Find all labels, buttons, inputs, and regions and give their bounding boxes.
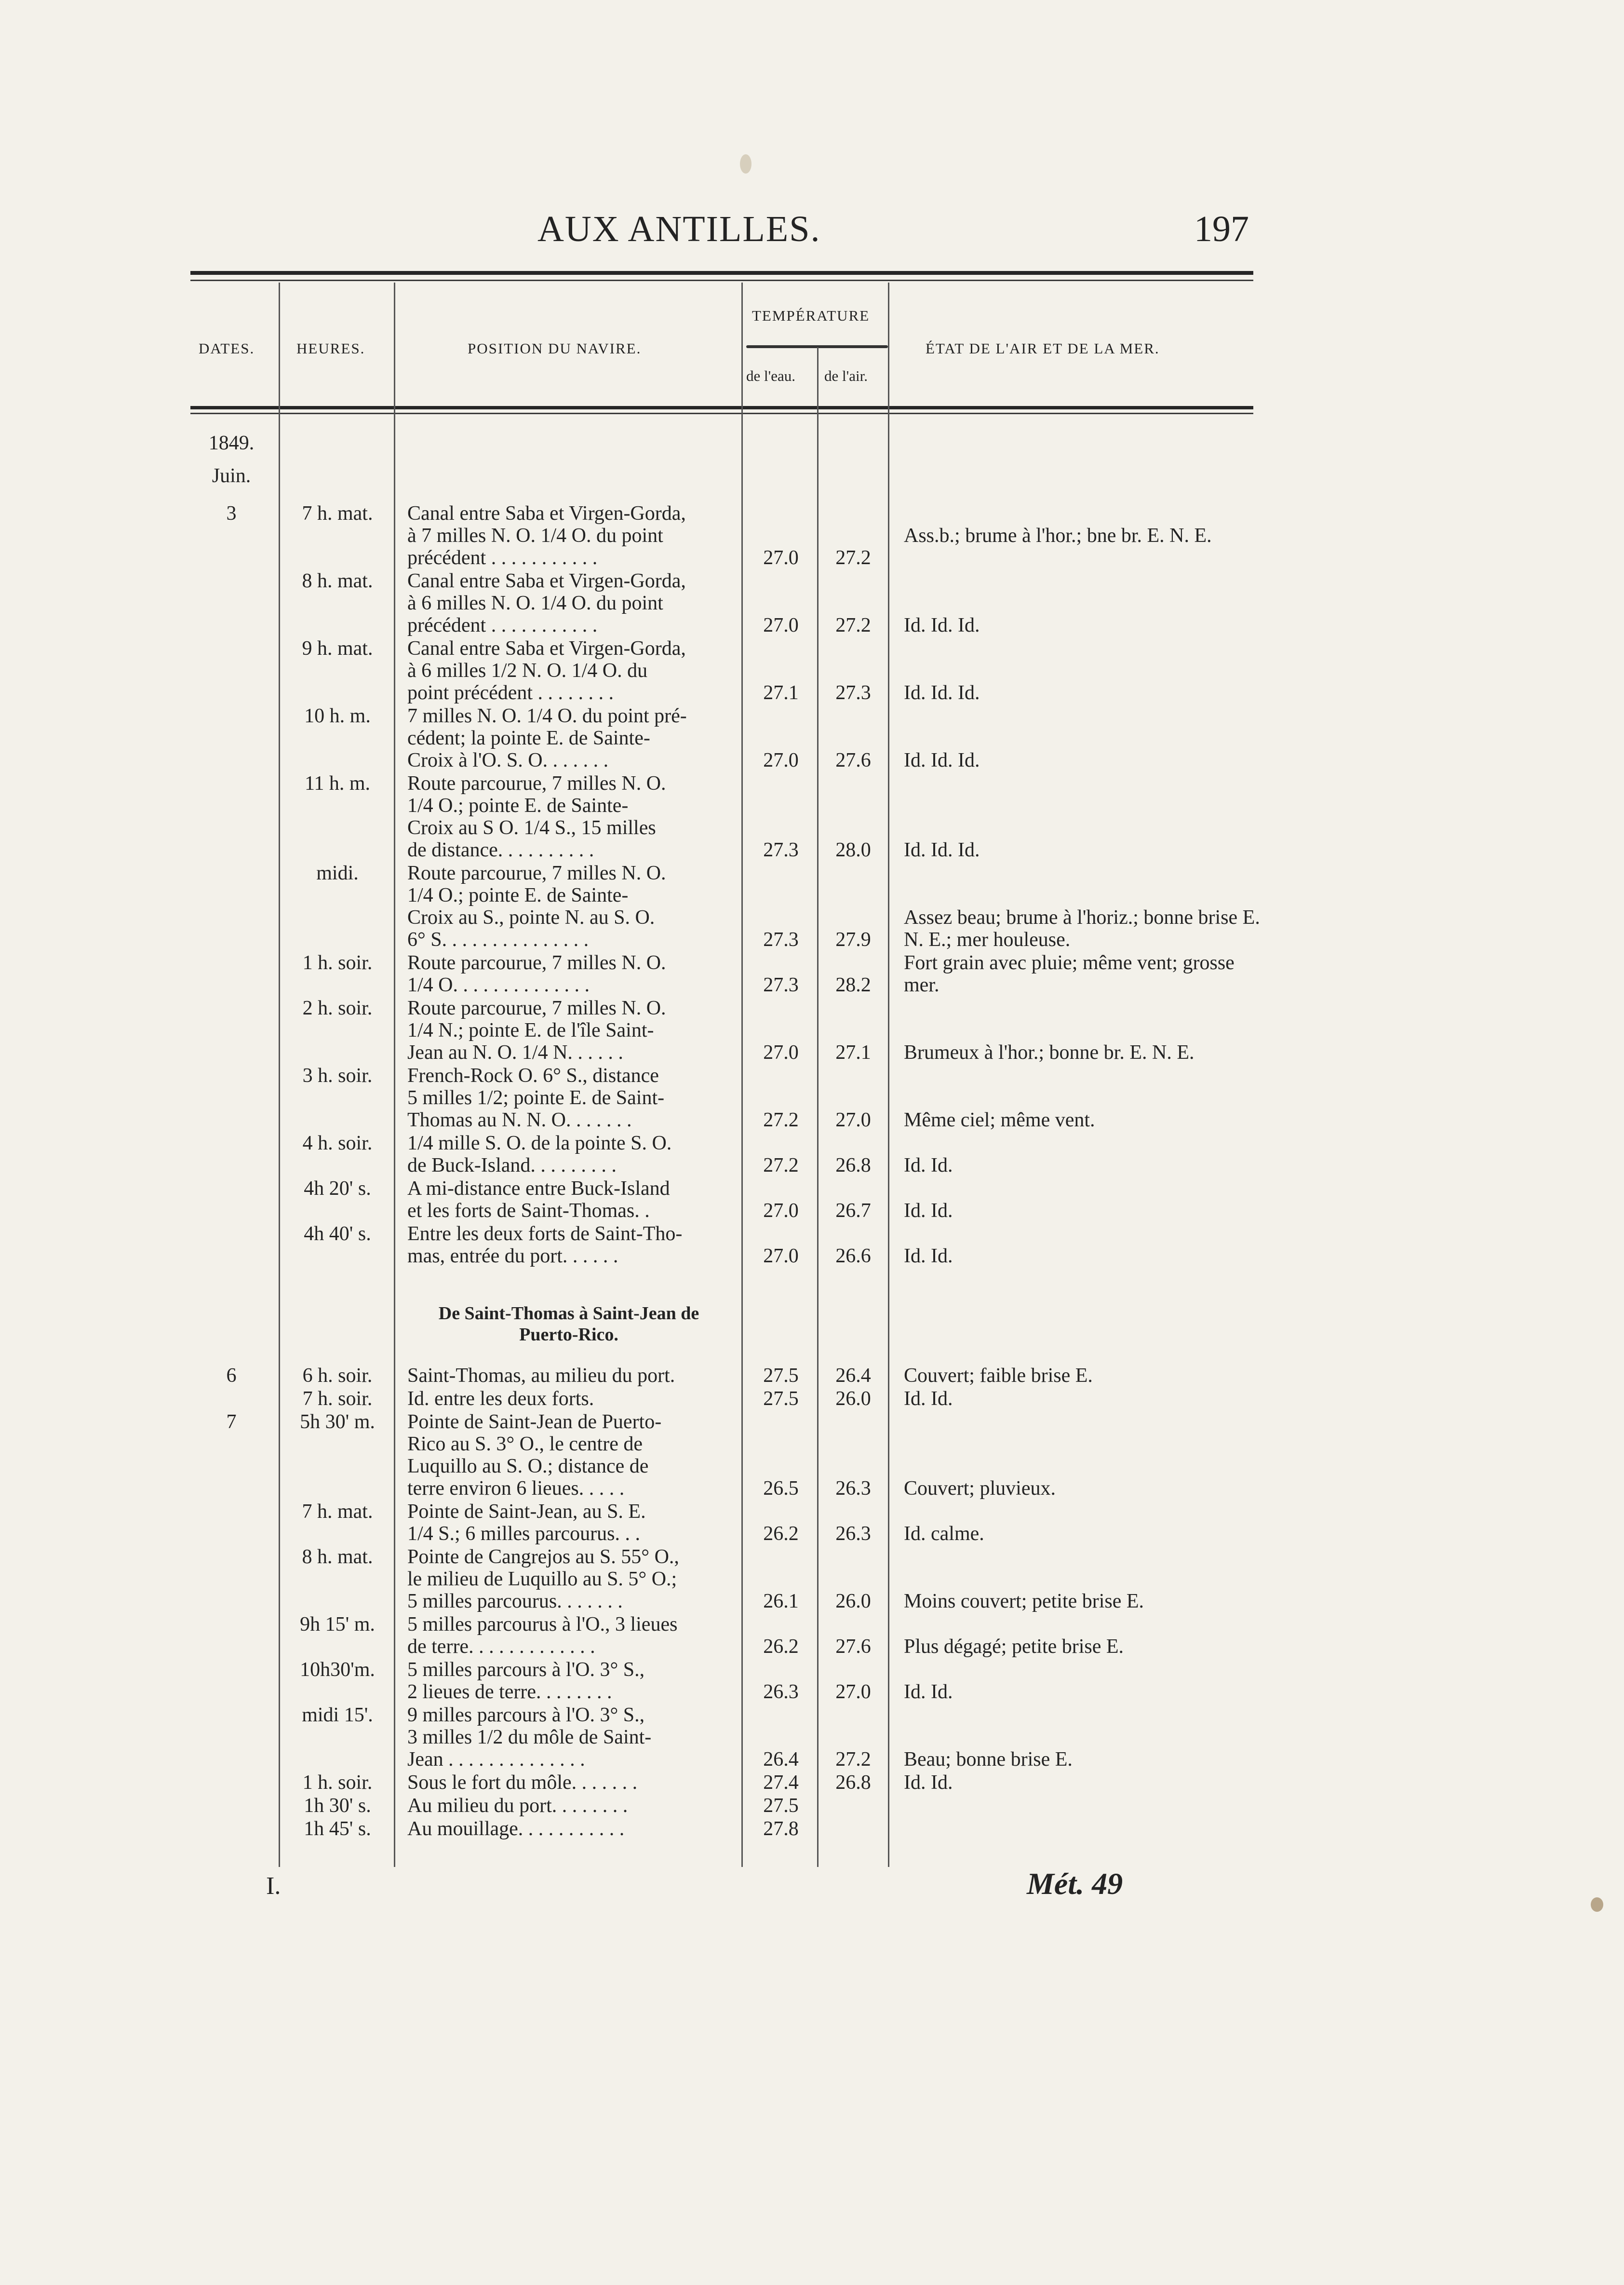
header-rule	[190, 406, 1253, 409]
position-line: Canal entre Saba et Virgen-Gorda,	[407, 502, 686, 525]
position-line: terre environ 6 lieues. . . . .	[407, 1477, 625, 1500]
hour-cell: 10h30'm.	[300, 1659, 375, 1681]
position-cell	[407, 1613, 730, 1658]
air-temp-cell: 26.6	[835, 1245, 871, 1267]
position-line: Rico au S. 3° O., le centre de	[407, 1433, 643, 1455]
position-line: 7 milles N. O. 1/4 O. du point pré-	[407, 705, 687, 727]
position-cell	[407, 570, 730, 636]
position-line: 5 milles parcourus. . . . . . .	[407, 1590, 623, 1612]
hour-cell: 7 h. mat.	[302, 502, 373, 525]
position-line: et les forts de Saint-Thomas. .	[407, 1200, 650, 1222]
water-temp-cell: 27.5	[763, 1795, 799, 1817]
page-number: 197	[1194, 209, 1249, 249]
hour-cell: 5h 30' m.	[300, 1411, 375, 1433]
col-header-temperature: TEMPÉRATURE	[752, 307, 870, 324]
water-temp-cell: 27.2	[763, 1154, 799, 1176]
position-cell	[407, 1177, 730, 1222]
position-cell	[407, 1065, 730, 1131]
position-line: 1/4 mille S. O. de la pointe S. O.	[407, 1132, 672, 1154]
date-cell: 3	[226, 502, 237, 525]
air-temp-cell: 26.8	[835, 1771, 871, 1794]
hour-cell: midi.	[316, 862, 359, 884]
air-temp-cell: 26.0	[835, 1388, 871, 1410]
position-cell	[407, 862, 730, 951]
hour-cell: 1h 30' s.	[304, 1795, 371, 1817]
sky-sea-state-cell: Id. Id.	[904, 1245, 953, 1267]
water-temp-cell: 26.5	[763, 1477, 799, 1500]
air-temp-cell: 26.4	[835, 1365, 871, 1387]
position-line: 1/4 O. . . . . . . . . . . . . .	[407, 974, 590, 996]
running-title: AUX ANTILLES.	[537, 209, 821, 249]
air-temp-cell: 28.0	[835, 839, 871, 861]
hour-cell: 4 h. soir.	[302, 1132, 373, 1154]
air-temp-cell: 28.2	[835, 974, 871, 996]
position-line: 2 lieues de terre. . . . . . . .	[407, 1681, 612, 1703]
position-line: 1/4 O.; pointe E. de Sainte-	[407, 795, 629, 817]
hour-cell: 9 h. mat.	[302, 637, 373, 660]
water-temp-cell: 27.4	[763, 1771, 799, 1794]
position-line: de distance. . . . . . . . . .	[407, 839, 594, 861]
position-cell	[407, 1501, 730, 1545]
date-cell: 6	[226, 1365, 237, 1387]
air-temp-cell: 27.1	[835, 1041, 871, 1064]
position-cell	[407, 1546, 730, 1612]
position-cell	[407, 1818, 730, 1840]
position-line: Canal entre Saba et Virgen-Gorda,	[407, 637, 686, 660]
position-line: à 6 milles 1/2 N. O. 1/4 O. du	[407, 660, 648, 682]
water-temp-cell: 27.5	[763, 1365, 799, 1387]
sky-sea-state-cell: Id. Id. Id.	[904, 839, 980, 861]
air-temp-cell: 26.8	[835, 1154, 871, 1176]
paper-stain	[1591, 1897, 1603, 1912]
water-temp-cell: 26.3	[763, 1681, 799, 1703]
sky-sea-state-cell: Id. Id.	[904, 1388, 953, 1410]
position-line: Pointe de Saint-Jean, au S. E.	[407, 1501, 646, 1523]
col-header-dates: DATES.	[199, 340, 255, 357]
position-line: Entre les deux forts de Saint-Tho-	[407, 1223, 683, 1245]
position-line: Jean . . . . . . . . . . . . . .	[407, 1748, 585, 1771]
sky-sea-state-cell: Même ciel; même vent.	[904, 1109, 1095, 1131]
position-line: le milieu de Luquillo au S. 5° O.;	[407, 1568, 677, 1590]
position-cell	[407, 705, 730, 771]
water-temp-cell: 26.1	[763, 1590, 799, 1612]
section-title: De Saint-Thomas à Saint-Jean de Puerto-Rico.	[438, 1303, 699, 1345]
position-line: Route parcourue, 7 milles N. O.	[407, 862, 666, 884]
position-line: Route parcourue, 7 milles N. O.	[407, 772, 666, 795]
sky-sea-state-cell: Id. Id.	[904, 1681, 953, 1703]
position-line: précédent . . . . . . . . . . .	[407, 547, 598, 569]
hour-cell: 11 h. m.	[304, 772, 371, 795]
column-divider	[817, 347, 819, 1867]
position-line: Au milieu du port. . . . . . . .	[407, 1795, 628, 1817]
position-cell	[407, 1223, 730, 1267]
column-divider	[741, 283, 743, 1867]
position-line: 3 milles 1/2 du môle de Saint-	[407, 1726, 652, 1748]
position-cell	[407, 1388, 730, 1410]
air-temp-cell: 26.0	[835, 1590, 871, 1612]
sky-sea-state-cell: Id. calme.	[904, 1523, 984, 1545]
hour-cell: 1 h. soir.	[302, 1771, 373, 1794]
position-line: Route parcourue, 7 milles N. O.	[407, 952, 666, 974]
sky-sea-state-cell: Id. Id.	[904, 1200, 953, 1222]
position-cell	[407, 1659, 730, 1703]
position-cell	[407, 502, 730, 569]
water-temp-cell: 27.0	[763, 547, 799, 569]
air-temp-cell: 27.9	[835, 929, 871, 951]
air-temp-cell: 27.2	[835, 547, 871, 569]
water-temp-cell: 27.0	[763, 749, 799, 771]
position-line: précédent . . . . . . . . . . .	[407, 614, 598, 636]
position-line: Canal entre Saba et Virgen-Gorda,	[407, 570, 686, 592]
column-divider	[394, 283, 395, 1867]
position-cell	[407, 1771, 730, 1794]
water-temp-cell: 27.3	[763, 974, 799, 996]
month-label: Juin.	[212, 465, 251, 487]
position-line: Pointe de Cangrejos au S. 55° O.,	[407, 1546, 679, 1568]
air-temp-cell: 26.3	[835, 1523, 871, 1545]
position-line: point précédent . . . . . . . .	[407, 682, 614, 704]
water-temp-cell: 27.1	[763, 682, 799, 704]
top-rule-thin	[190, 280, 1253, 281]
position-cell	[407, 1365, 730, 1387]
water-temp-cell: 27.0	[763, 1200, 799, 1222]
position-line: 1/4 O.; pointe E. de Sainte-	[407, 884, 629, 906]
hour-cell: 4h 20' s.	[304, 1177, 371, 1200]
hour-cell: 6 h. soir.	[302, 1365, 373, 1387]
sky-sea-state-cell: Moins couvert; petite brise E.	[904, 1590, 1144, 1612]
water-temp-cell: 27.2	[763, 1109, 799, 1131]
air-temp-cell: 27.0	[835, 1109, 871, 1131]
air-temp-cell: 27.6	[835, 749, 871, 771]
position-line: Saint-Thomas, au milieu du port.	[407, 1365, 675, 1387]
col-header-hours: HEURES.	[296, 340, 365, 357]
hour-cell: 7 h. mat.	[302, 1501, 373, 1523]
sky-sea-state-cell: Brumeux à l'hor.; bonne br. E. N. E.	[904, 1041, 1195, 1064]
hour-cell: 8 h. mat.	[302, 570, 373, 592]
air-temp-cell: 27.6	[835, 1636, 871, 1658]
position-line: Jean au N. O. 1/4 N. . . . . .	[407, 1041, 623, 1064]
sky-sea-state-cell: Id. Id. Id.	[904, 749, 980, 771]
position-line: A mi-distance entre Buck-Island	[407, 1177, 670, 1200]
position-line: 9 milles parcours à l'O. 3° S.,	[407, 1704, 645, 1726]
position-line: Au mouillage. . . . . . . . . . .	[407, 1818, 625, 1840]
position-line: mas, entrée du port. . . . . .	[407, 1245, 618, 1267]
position-cell	[407, 997, 730, 1064]
hour-cell: midi 15'.	[302, 1704, 373, 1726]
water-temp-cell: 26.4	[763, 1748, 799, 1771]
hour-cell: 4h 40' s.	[304, 1223, 371, 1245]
position-line: Sous le fort du môle. . . . . . .	[407, 1771, 638, 1794]
hour-cell: 1h 45' s.	[304, 1818, 371, 1840]
position-line: de Buck-Island. . . . . . . . .	[407, 1154, 617, 1176]
position-cell	[407, 1411, 730, 1500]
sky-sea-state-cell: Id. Id.	[904, 1154, 953, 1176]
col-header-air: de l'air.	[824, 367, 868, 384]
position-line: Pointe de Saint-Jean de Puerto-	[407, 1411, 662, 1433]
position-line: à 7 milles N. O. 1/4 O. du point	[407, 525, 663, 547]
water-temp-cell: 27.8	[763, 1818, 799, 1840]
air-temp-cell: 26.7	[835, 1200, 871, 1222]
sky-sea-state-cell: Fort grain avec pluie; même vent; grosse mer.	[904, 952, 1235, 996]
air-temp-cell: 26.3	[835, 1477, 871, 1500]
sheet-mark: Mét. 49	[1027, 1866, 1123, 1901]
position-cell	[407, 637, 730, 704]
position-line: de terre. . . . . . . . . . . . .	[407, 1636, 595, 1658]
air-temp-cell: 27.2	[835, 1748, 871, 1771]
position-line: Croix à l'O. S. O. . . . . . .	[407, 749, 609, 771]
col-header-water: de l'eau.	[746, 367, 795, 384]
position-line: Luquillo au S. O.; distance de	[407, 1455, 649, 1477]
position-cell	[407, 952, 730, 996]
air-temp-cell: 27.3	[835, 682, 871, 704]
position-line: 5 milles parcours à l'O. 3° S.,	[407, 1659, 645, 1681]
header-rule-thin	[190, 413, 1253, 414]
hour-cell: 8 h. mat.	[302, 1546, 373, 1568]
position-line: 1/4 N.; pointe E. de l'île Saint-	[407, 1019, 654, 1041]
hour-cell: 10 h. m.	[304, 705, 371, 727]
sky-sea-state-cell: Beau; bonne brise E.	[904, 1748, 1073, 1771]
air-temp-cell: 27.0	[835, 1681, 871, 1703]
paper-stain	[740, 154, 752, 174]
column-divider	[888, 283, 889, 1867]
water-temp-cell: 27.5	[763, 1388, 799, 1410]
hour-cell: 2 h. soir.	[302, 997, 373, 1019]
water-temp-cell: 27.0	[763, 1245, 799, 1267]
col-header-position: POSITION DU NAVIRE.	[468, 340, 642, 357]
date-cell: 7	[226, 1411, 237, 1433]
position-line: Id. entre les deux forts.	[407, 1388, 594, 1410]
water-temp-cell: 26.2	[763, 1636, 799, 1658]
water-temp-cell: 27.0	[763, 1041, 799, 1064]
hour-cell: 7 h. soir.	[302, 1388, 373, 1410]
signature-mark: I.	[266, 1872, 281, 1900]
sky-sea-state-cell: Id. Id. Id.	[904, 682, 980, 704]
position-line: 5 milles parcourus à l'O., 3 lieues	[407, 1613, 678, 1636]
air-temp-cell: 27.2	[835, 614, 871, 636]
water-temp-cell: 27.3	[763, 929, 799, 951]
col-header-state: ÉTAT DE L'AIR ET DE LA MER.	[926, 340, 1160, 357]
position-line: Croix au S O. 1/4 S., 15 milles	[407, 817, 656, 839]
hour-cell: 1 h. soir.	[302, 952, 373, 974]
position-cell	[407, 1132, 730, 1176]
sky-sea-state-cell: Id. Id. Id.	[904, 614, 980, 636]
top-rule	[190, 271, 1253, 275]
position-line: 5 milles 1/2; pointe E. de Saint-	[407, 1087, 665, 1109]
sky-sea-state-cell: Plus dégagé; petite brise E.	[904, 1636, 1124, 1658]
position-line: Croix au S., pointe N. au S. O.	[407, 906, 655, 929]
water-temp-cell: 27.0	[763, 614, 799, 636]
hour-cell: 9h 15' m.	[300, 1613, 375, 1636]
sky-sea-state-cell: Ass.b.; brume à l'hor.; bne br. E. N. E.	[904, 525, 1212, 547]
sky-sea-state-cell: Couvert; faible brise E.	[904, 1365, 1093, 1387]
water-temp-cell: 27.3	[763, 839, 799, 861]
hour-cell: 3 h. soir.	[302, 1065, 373, 1087]
position-line: Route parcourue, 7 milles N. O.	[407, 997, 666, 1019]
position-cell	[407, 1795, 730, 1817]
position-cell	[407, 772, 730, 861]
position-line: à 6 milles N. O. 1/4 O. du point	[407, 592, 663, 614]
position-line: cédent; la pointe E. de Sainte-	[407, 727, 650, 749]
position-line: 1/4 S.; 6 milles parcourus. . .	[407, 1523, 640, 1545]
sky-sea-state-cell: Couvert; pluvieux.	[904, 1477, 1056, 1500]
position-cell	[407, 1704, 730, 1771]
year-label: 1849.	[208, 432, 255, 454]
sky-sea-state-cell: Id. Id.	[904, 1771, 953, 1794]
position-line: Thomas au N. N. O. . . . . . .	[407, 1109, 632, 1131]
sky-sea-state-cell: Assez beau; brume à l'horiz.; bonne brise E. N. E.; mer houleuse.	[904, 906, 1260, 951]
position-line: French-Rock O. 6° S., distance	[407, 1065, 659, 1087]
position-line: 6° S. . . . . . . . . . . . . . .	[407, 929, 589, 951]
water-temp-cell: 26.2	[763, 1523, 799, 1545]
